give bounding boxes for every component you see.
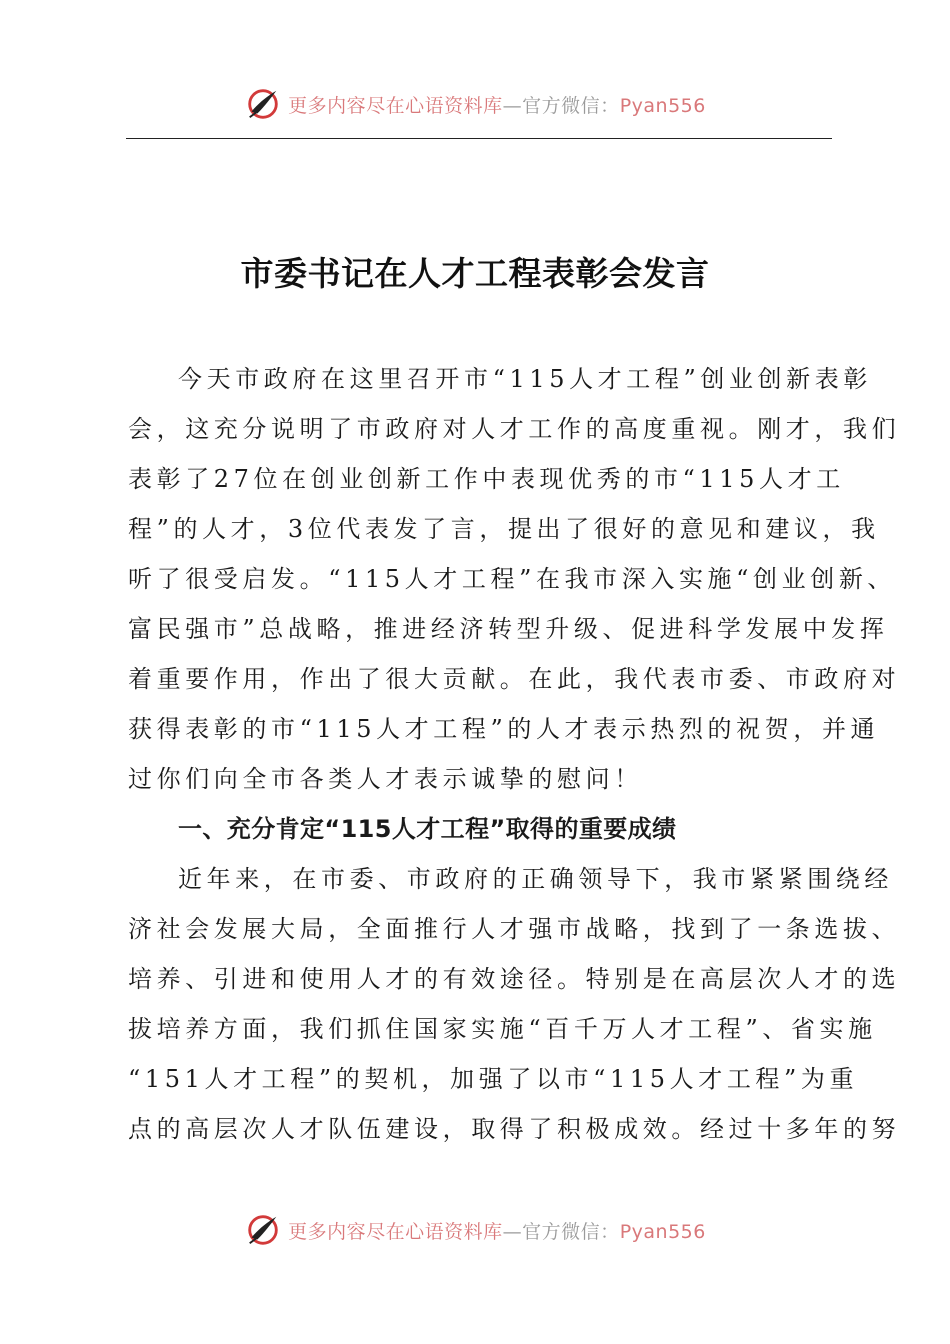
section-heading: 一、充分肯定“115人才工程”取得的重要成绩 (178, 815, 677, 843)
paragraph-line: 培养、引进和使用人才的有效途径。特别是在高层次人才的选 (128, 965, 901, 993)
header-dash: — (502, 94, 523, 117)
paragraph-line: “151人才工程”的契机，加强了以市“115人才工程”为重 (128, 1065, 859, 1093)
paragraph-line: 富民强市”总战略，推进经济转型升级、促进科学发展中发挥 (128, 615, 889, 643)
paragraph-line: 获得表彰的市“115人才工程”的人才表示热烈的祝贺，并通 (128, 715, 880, 743)
header-wechat-id: Pyan556 (619, 94, 706, 117)
footer-site-text: 更多内容尽在心语资料库 (288, 1220, 503, 1243)
header-site-text: 更多内容尽在心语资料库 (288, 94, 503, 117)
quill-logo-icon (244, 1211, 282, 1249)
paragraph-line: 着重要作用，作出了很大贡献。在此，我代表市委、市政府对 (128, 665, 901, 693)
paragraph-line: 表彰了27位在创业创新工作中表现优秀的市“115人才工 (128, 465, 845, 493)
paragraph-line: 今天市政府在这里召开市“115人才工程”创业创新表彰 (178, 365, 872, 393)
quill-logo-icon (244, 85, 282, 123)
footer-wechat-id: Pyan556 (619, 1220, 706, 1243)
paragraph-line: 拔培养方面，我们抓住国家实施“百千万人才工程”、省实施 (128, 1015, 877, 1043)
document-body (128, 356, 901, 1156)
document-title: 市委书记在人才工程表彰会发言 (240, 254, 710, 293)
footer-banner-text (288, 1217, 706, 1244)
paragraph-line: 近年来，在市委、市政府的正确领导下，我市紧紧围绕经 (178, 865, 893, 893)
footer-watermark-banner (0, 1210, 950, 1250)
footer-wechat-label: 官方微信： (522, 1220, 620, 1243)
paragraph-line: 点的高层次人才队伍建设，取得了积极成效。经过十多年的努 (128, 1115, 901, 1143)
footer-dash: — (502, 1220, 523, 1243)
header-divider (126, 138, 832, 139)
paragraph-line: 听了很受启发。“115人才工程”在我市深入实施“创业创新、 (128, 565, 897, 593)
header-banner-text (288, 91, 706, 118)
paragraph-line: 程”的人才，3位代表发了言，提出了很好的意见和建议，我 (128, 515, 880, 543)
paragraph-line: 过你们向全市各类人才表示诚挚的慰问！ (128, 765, 643, 793)
header-watermark-banner (0, 84, 950, 124)
paragraph-line: 会，这充分说明了市政府对人才工作的高度重视。刚才，我们 (128, 415, 901, 443)
header-wechat-label: 官方微信： (522, 94, 620, 117)
paragraph-line: 济社会发展大局，全面推行人才强市战略，找到了一条选拔、 (128, 915, 901, 943)
